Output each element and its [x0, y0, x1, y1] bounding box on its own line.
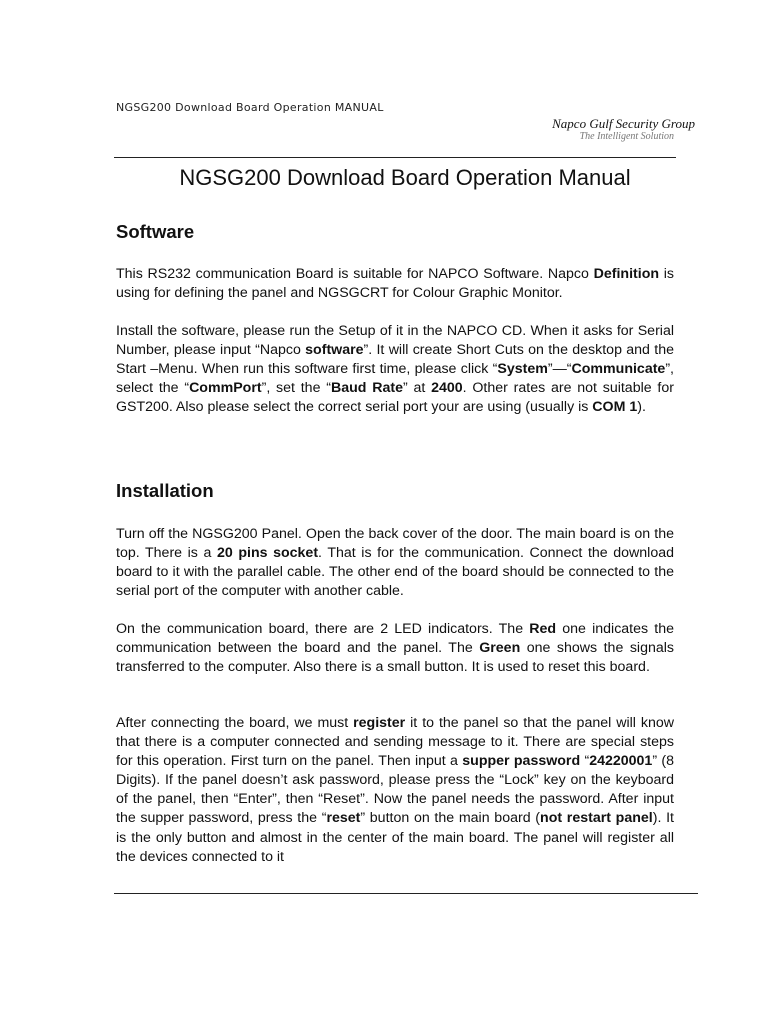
footer-divider: [114, 893, 698, 894]
section-heading-installation: Installation: [116, 480, 214, 501]
text-run: ” button on the main board (: [360, 810, 541, 827]
text-run: After connecting the board, we must: [116, 715, 354, 731]
text-run: ). It is the only button and almost in the center of the main board. The panel will register all the devices connected to it: [116, 810, 674, 865]
emphasis-text: COM 1: [592, 399, 638, 416]
text-run: it to the panel so that the panel will know that there is a computer connected and sending message to it. There are special steps for this operation. First turn on the panel. Then input a: [116, 715, 674, 770]
text-run: . That is for the communication. Connect the download board to it with the parallel cable. The other end of the board should be connected to the serial port of the computer with another cable.: [116, 545, 675, 600]
emphasis-text: Red: [529, 621, 557, 637]
emphasis-text: 24220001: [589, 753, 653, 770]
emphasis-text: CommPort: [189, 380, 262, 397]
emphasis-text: 2400: [431, 380, 463, 397]
emphasis-text: software: [305, 342, 364, 359]
emphasis-text: not restart panel: [540, 810, 653, 827]
text-run: On the communication board, there are 2 LED indicators. The: [116, 621, 530, 637]
emphasis-text: 20 pins socket: [216, 545, 319, 562]
text-run: ”. It will create Short Cuts on the desktop and the Start –Menu. When run this software first time, please click “: [116, 342, 674, 378]
text-run: . Other rates are not suitable for GST200. Also please select the correct serial port your are using (usually is: [116, 380, 674, 416]
paragraph: [116, 620, 674, 677]
emphasis-text: Definition: [593, 266, 660, 282]
text-run: ” at: [402, 380, 432, 397]
emphasis-text: register: [353, 715, 406, 731]
text-run: This RS232 communication Board is suitable for NAPCO Software. Napco: [116, 266, 594, 282]
text-run: Turn off the NGSG200 Panel. Open the back cover of the door. The main board is on the top. There is a: [116, 526, 674, 562]
emphasis-text: supper password: [462, 753, 581, 770]
paragraph: [116, 714, 674, 867]
section-heading-software: Software: [116, 221, 195, 242]
company-logo: [552, 116, 695, 143]
text-run: Install the software, please run the Setup of it in the NAPCO CD. When it asks for Serial Number, please input “Napco: [116, 323, 674, 359]
page-title: NGSG200 Download Board Operation Manual: [179, 165, 631, 190]
header-divider: [114, 157, 676, 158]
emphasis-text: reset: [326, 810, 361, 827]
text-run: one indicates the communication between the board and the panel. The: [116, 621, 675, 657]
emphasis-text: Communicate: [571, 361, 666, 378]
paragraph: [116, 525, 674, 601]
emphasis-text: Baud Rate: [330, 380, 403, 397]
text-run: one shows the signals transferred to the computer. Also there is a small button. It is used to reset this board.: [116, 640, 674, 676]
paragraph: [116, 322, 674, 417]
text-run: ” (8 Digits). If the panel doesn’t ask password, please press the “Lock” key on the keyboard of the panel, then “Enter”, then “Reset”. Now the panel needs the password. After input the supper password, press the “: [116, 753, 674, 827]
text-run: ).: [637, 399, 646, 416]
brand-name: Napco Gulf Security Group: [552, 116, 695, 131]
text-run: is using for defining the panel and NGSGCRT for Colour Graphic Monitor.: [116, 266, 674, 302]
emphasis-text: Green: [479, 640, 521, 657]
paragraph: [116, 265, 674, 303]
text-run: ”, select the “: [116, 361, 674, 397]
text-run: ”, set the “: [261, 380, 331, 397]
brand-tagline: The Intelligent Solution: [579, 131, 674, 142]
running-header: NGSG200 Download Board Operation MANUAL: [116, 101, 384, 114]
text-run: “: [580, 753, 590, 770]
emphasis-text: System: [497, 361, 548, 378]
text-run: ”—“: [547, 361, 572, 378]
